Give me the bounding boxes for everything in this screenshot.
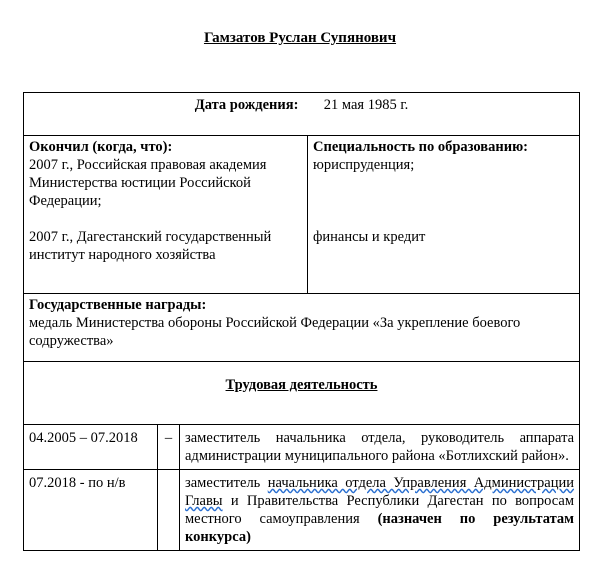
education-cell [24,136,308,294]
job-row [24,425,580,470]
specialty-item: финансы и кредит [313,229,426,245]
awards-text: медаль Министерства обороны Российской Федерации «За укрепление боевого содружества» [29,315,521,349]
work-title-row [24,362,580,425]
job-description: заместитель начальника отдела, руководитель аппарата администрации муниципального района «Ботлихский район». [180,425,580,470]
birth-row [24,93,580,136]
education-row [24,136,580,294]
birth-cell [24,93,580,136]
specialty-cell [308,136,580,294]
job-period: 07.2018 - по н/в [24,470,158,551]
person-name-heading: Гамзатов Руслан Супянович [203,30,397,46]
education-entry: 2007 г., Российская правовая академия Министерства юстиции Российской Федерации; [29,157,267,209]
specialty-label: Специальность по образованию: [313,139,528,155]
birth-value: 21 мая 1985 г. [323,97,409,113]
job-row [24,470,580,551]
birth-label: Дата рождения: [194,97,299,113]
job-description-middle: и Правительства Республики Дагестан по вопросам местного самоуправления [185,493,575,527]
job-description [180,470,580,551]
graduated-label: Окончил (когда, что): [29,139,173,155]
specialty-item: юриспруденция; [313,157,415,173]
awards-cell [24,294,580,362]
awards-row [24,294,580,362]
education-entry: 2007 г., Дагестанский государственный институт народного хозяйства [29,229,272,263]
job-dash: – [158,425,180,470]
job-description-start: заместитель [185,475,268,491]
awards-label: Государственные награды: [29,297,207,313]
job-period: 04.2005 – 07.2018 [24,425,158,470]
job-dash [158,470,180,551]
work-title: Трудовая деятельность [24,362,580,425]
job-description-note: (назначен по результатам конкурса) [185,511,575,545]
profile-table [23,92,580,551]
job-description-marked: начальника отдела Управления Администрации Главы [185,475,575,509]
